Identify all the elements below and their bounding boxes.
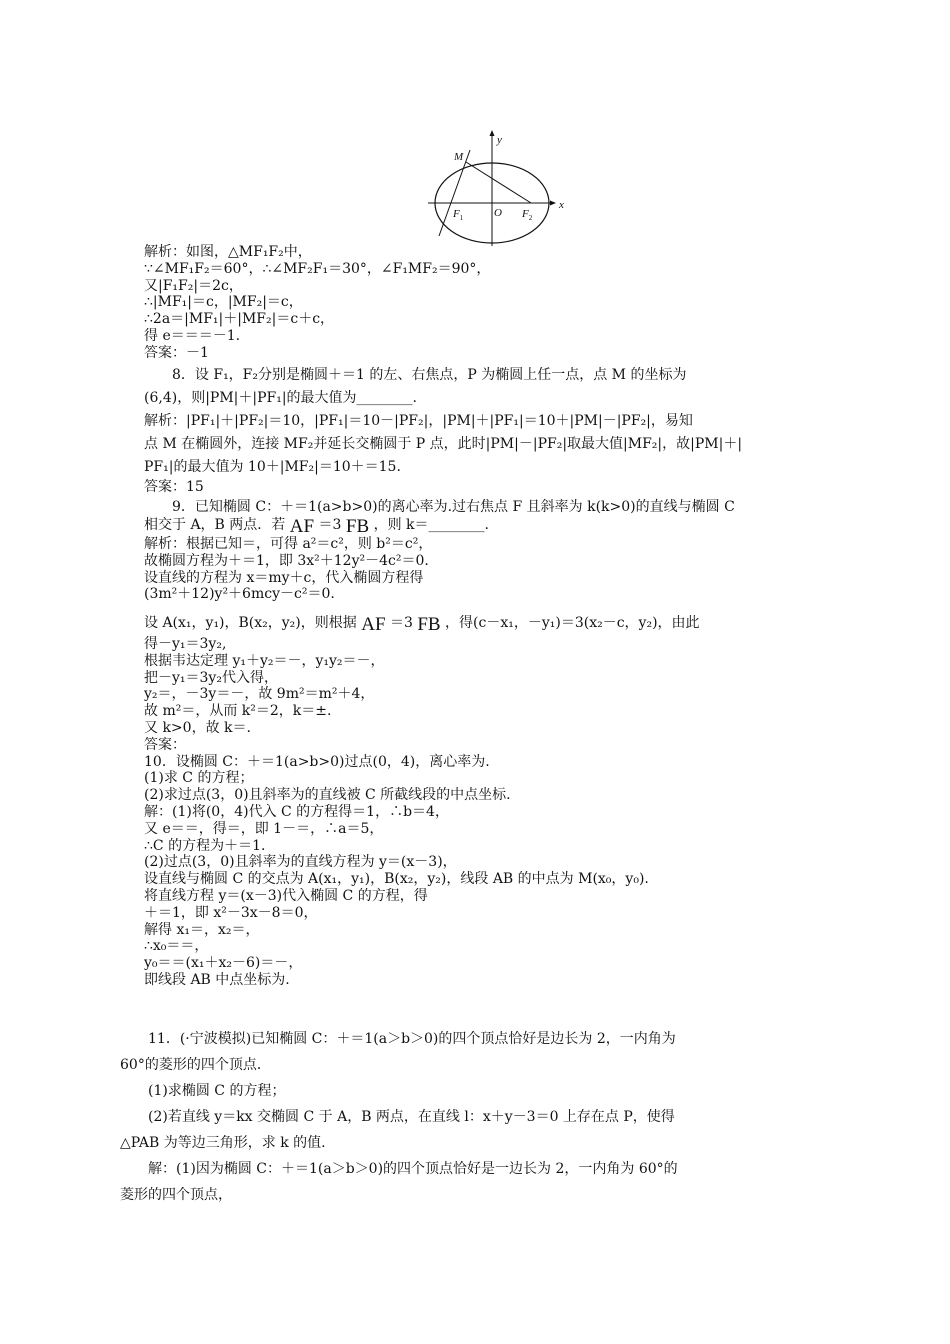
text-line: 得 e＝＝＝－1.	[144, 327, 241, 344]
text-line: (2)过点(3，0)且斜率为的直线方程为 y＝(x－3)，	[144, 854, 457, 871]
text-line: (6,4)，则|PM|＋|PF₁|的最大值为________.	[144, 390, 418, 406]
text-line: 解：(1)因为椭圆 C：＋＝1(a＞b＞0)的四个顶点恰好是一边长为 2，一内角为 60°的	[148, 1161, 678, 1177]
text-segment: 设 A(x₁，y₁)，B(x₂，y₂)，则根据	[144, 615, 357, 631]
text-line: 60°的菱形的四个顶点．	[120, 1057, 271, 1073]
text-line: 解析：根据已知＝，可得 a²＝c²，则 b²＝c²，	[144, 536, 433, 552]
vector-fb: FB	[417, 614, 441, 635]
text-segment: ，则 k＝________.	[373, 517, 489, 533]
label-o: O	[494, 207, 502, 219]
label-f1: $F_1$	[453, 208, 464, 222]
text-line: ∴x₀＝＝，	[144, 938, 209, 955]
text-line: 即线段 AB 中点坐标为.	[144, 971, 290, 988]
text-line: ∴2a＝|MF₁|＋|MF₂|＝c＋c，	[144, 311, 335, 328]
label-m: M	[454, 151, 464, 163]
problem11	[120, 1026, 820, 1208]
text-line: ∵∠MF₁F₂＝60°，∴∠MF₂F₁＝30°，∠F₁MF₂＝90°，	[144, 260, 491, 277]
problem9-solution-a	[144, 536, 824, 603]
text-line: y₀＝＝(x₁＋x₂－6)＝－，	[144, 955, 303, 972]
text-line: (1)求 C 的方程；	[144, 770, 254, 787]
text-line: y₂＝，－3y＝－，故 9m²＝m²＋4，	[144, 686, 375, 703]
text-segment: ，得(c－x₁，－y₁)＝3(x₂－c，y₂)，由此	[445, 615, 700, 631]
text-line: 故 m²＝，从而 k²＝2，k＝±.	[144, 703, 332, 720]
vector-af: AF	[361, 614, 386, 635]
text-line: (2)若直线 y＝kx 交椭圆 C 于 A，B 两点，在直线 l：x＋y－3＝0 上存在点 P，使得	[148, 1109, 675, 1125]
text-line: 将直线方程 y＝(x－3)代入椭圆 C 的方程，得	[144, 887, 428, 904]
vector-fb: FB	[345, 516, 370, 537]
problem9-10-solution	[144, 636, 824, 989]
problem7-solution	[144, 244, 824, 362]
text-line: △PAB 为等边三角形，求 k 的值.	[120, 1135, 326, 1151]
text-line: 又|F₁F₂|＝2c，	[144, 277, 243, 294]
text-line: 点 M 在椭圆外，连接 MF₂并延长交椭圆于 P 点，此时|PM|－|PF₂|取最大值|MF₂|，故|PM|＋|	[144, 436, 743, 452]
text-line: 菱形的四个顶点，	[120, 1187, 232, 1203]
text-line: 11．(·宁波模拟)已知椭圆 C：＋＝1(a＞b＞0)的四个顶点恰好是边长为 2，一内角为	[148, 1031, 676, 1047]
label-f2: $F_2$	[522, 208, 533, 222]
text-line: 故椭圆方程为＋＝1，即 3x²＋12y²－4c²＝0.	[144, 552, 429, 569]
text-segment: 相交于 A，B 两点．若	[144, 517, 286, 533]
text-line: 9．已知椭圆 C：＋＝1(a>b>0)的离心率为.过右焦点 F 且斜率为 k(k>0)的直线与椭圆 C	[172, 498, 735, 515]
text-line	[144, 610, 824, 638]
text-segment: ＝3	[318, 517, 342, 533]
label-x: x	[559, 199, 564, 211]
text-line: 8．设 F₁，F₂分别是椭圆＋＝1 的左、右焦点，P 为椭圆上任一点，点 M 的坐标为	[172, 367, 687, 383]
text-line: 解析：|PF₁|＋|PF₂|＝10，|PF₁|＝10－|PF₂|，|PM|＋|PF₁|＝10＋|PM|－|PF₂|，易知	[144, 413, 693, 429]
text-segment: ＝3	[389, 615, 413, 631]
text-line: 得－y₁＝3y₂,	[144, 636, 227, 652]
text-line: 把－y₁＝3y₂代入得，	[144, 669, 278, 686]
text-line: 答案：－1	[144, 344, 209, 361]
text-line: ∴|MF₁|＝c，|MF₂|＝c，	[144, 294, 303, 311]
x-axis-arrow	[550, 201, 556, 206]
text-line: 根据韦达定理 y₁＋y₂＝－，y₁y₂＝－，	[144, 652, 385, 669]
problem8	[144, 364, 824, 519]
text-line: 解得 x₁＝，x₂＝，	[144, 921, 260, 938]
y-axis-arrow	[490, 130, 495, 136]
text-line: PF₁|的最大值为 10＋|MF₂|＝10＋＝15.	[144, 459, 401, 475]
text-line: 解：(1)将(0，4)代入 C 的方程得＝1，∴b＝4，	[144, 803, 449, 820]
text-line: 答案：	[144, 736, 186, 753]
text-line: (3m²＋12)y²＋6mcy－c²＝0.	[144, 586, 335, 603]
text-line: 又 e＝＝，得＝，即 1－＝，∴a＝5，	[144, 820, 384, 837]
problem9-vector-line	[144, 610, 824, 638]
text-line: (2)求过点(3，0)且斜率为的直线被 C 所截线段的中点坐标.	[144, 787, 511, 804]
ellipse-figure	[425, 128, 575, 246]
text-line: 10．设椭圆 C：＋＝1(a>b>0)过点(0，4)，离心率为.	[144, 753, 490, 770]
text-line: 又 k>0，故 k＝.	[144, 719, 251, 736]
text-line: 设直线的方程为 x＝my＋c，代入椭圆方程得	[144, 569, 424, 586]
text-line: (1)求椭圆 C 的方程；	[148, 1083, 286, 1099]
text-line: 解析：如图，△MF₁F₂中，	[144, 244, 312, 260]
label-y: y	[497, 134, 502, 146]
text-line: ＋＝1，即 x²－3x－8＝0，	[144, 904, 318, 921]
text-line: 设直线与椭圆 C 的交点为 A(x₁，y₁)，B(x₂，y₂)，线段 AB 的中点为 M(x₀，y₀).	[144, 871, 649, 888]
vector-af: AF	[289, 516, 315, 537]
text-line: 答案：15	[144, 479, 204, 495]
text-line: ∴C 的方程为＋＝1.	[144, 837, 266, 854]
